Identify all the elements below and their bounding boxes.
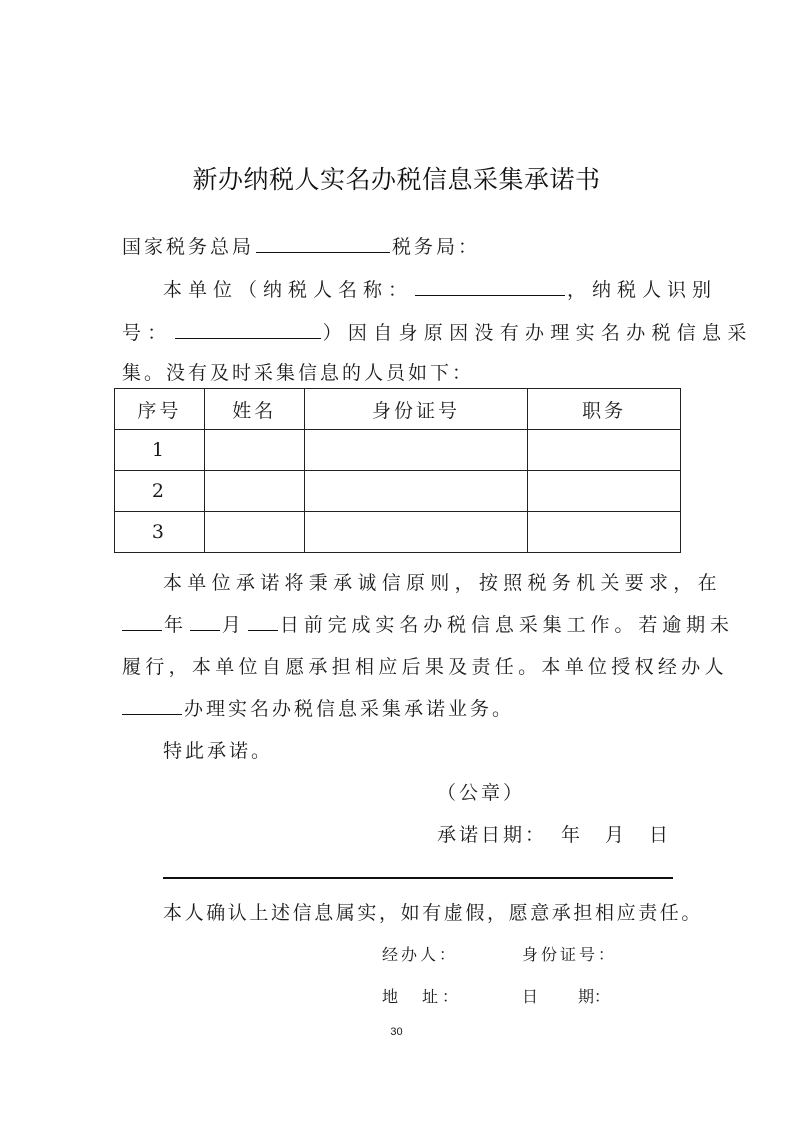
commit-date (437, 820, 671, 847)
cell-name[interactable] (204, 471, 304, 512)
table-header-row (115, 389, 681, 430)
taxpayer-name-blank[interactable] (415, 294, 565, 296)
date-label-second: 期： (578, 987, 611, 1006)
date-label-first: 日 (522, 987, 539, 1006)
header-position: 职务 (528, 389, 681, 430)
table-row (115, 430, 681, 471)
deadline-text: 日前完成实名办税信息采集工作。若逾期未 (279, 614, 734, 636)
salutation-suffix: 税务局： (392, 236, 481, 258)
cell-serial: 2 (115, 471, 205, 512)
agent-id-label: 身份证号： (522, 945, 618, 964)
paragraph2-line3: 履行，本单位自愿承担相应后果及责任。本单位授权经办人 (122, 656, 728, 678)
paragraph1-line3: 集。没有及时采集信息的人员如下： (122, 362, 475, 384)
taxpayer-id-label-start: ，纳税人识别 (567, 279, 718, 301)
year-label: 年 (164, 614, 188, 636)
paragraph1-line2 (122, 318, 753, 345)
cell-id-number[interactable] (304, 430, 528, 471)
agent-name-blank[interactable] (122, 713, 182, 715)
cell-name[interactable] (204, 512, 304, 553)
header-id-number: 身份证号 (304, 389, 528, 430)
cell-id-number[interactable] (304, 512, 528, 553)
deadline-day-blank[interactable] (248, 629, 278, 631)
deadline-month-blank[interactable] (190, 629, 220, 631)
paragraph2-line1: 本单位承诺将秉承诚信原则，按照税务机关要求，在 (163, 572, 722, 594)
cell-serial: 1 (115, 430, 205, 471)
salutation-prefix: 国家税务总局 (122, 236, 255, 258)
commit-date-year: 年 (561, 824, 584, 846)
paragraph2-line2 (120, 610, 734, 637)
taxpayer-id-blank[interactable] (175, 337, 321, 339)
personnel-table (114, 388, 681, 553)
confirmation-text: 本人确认上述信息属实，如有虚假，愿意承担相应责任。 (163, 902, 704, 924)
table-row (115, 471, 681, 512)
signature-divider (163, 877, 673, 879)
cell-serial: 3 (115, 512, 205, 553)
tax-bureau-blank[interactable] (256, 251, 390, 253)
reason-text: ）因自身原因没有办理实名办税信息采 (322, 322, 753, 344)
header-name: 姓名 (204, 389, 304, 430)
taxpayer-name-label: 本单位（纳税人名称： (163, 279, 414, 301)
date-label (522, 984, 610, 1007)
month-label: 月 (221, 614, 246, 636)
commit-date-label: 承诺日期： (437, 824, 548, 846)
header-serial: 序号 (115, 389, 205, 430)
paragraph1-line1 (163, 275, 717, 302)
cell-position[interactable] (528, 512, 681, 553)
deadline-year-blank[interactable] (122, 629, 162, 631)
taxpayer-id-label-end: 号： (122, 322, 173, 344)
page-number: 30 (390, 1026, 403, 1038)
closing-text: 特此承诺。 (163, 740, 274, 762)
table-row (115, 512, 681, 553)
commit-date-month: 月 (605, 824, 628, 846)
commit-date-day: 日 (649, 824, 672, 846)
document-title: 新办纳税人实名办税信息采集承诺书 (192, 165, 601, 194)
address-label: 地 址： (382, 987, 463, 1006)
cell-position[interactable] (528, 471, 681, 512)
paragraph2-line4 (120, 694, 514, 721)
salutation (122, 232, 480, 259)
authorization-text: 办理实名办税信息采集承诺业务。 (184, 698, 515, 720)
cell-name[interactable] (204, 430, 304, 471)
cell-position[interactable] (528, 430, 681, 471)
seal-label: （公章） (437, 782, 526, 804)
cell-id-number[interactable] (304, 471, 528, 512)
agent-label: 经办人： (382, 945, 459, 964)
